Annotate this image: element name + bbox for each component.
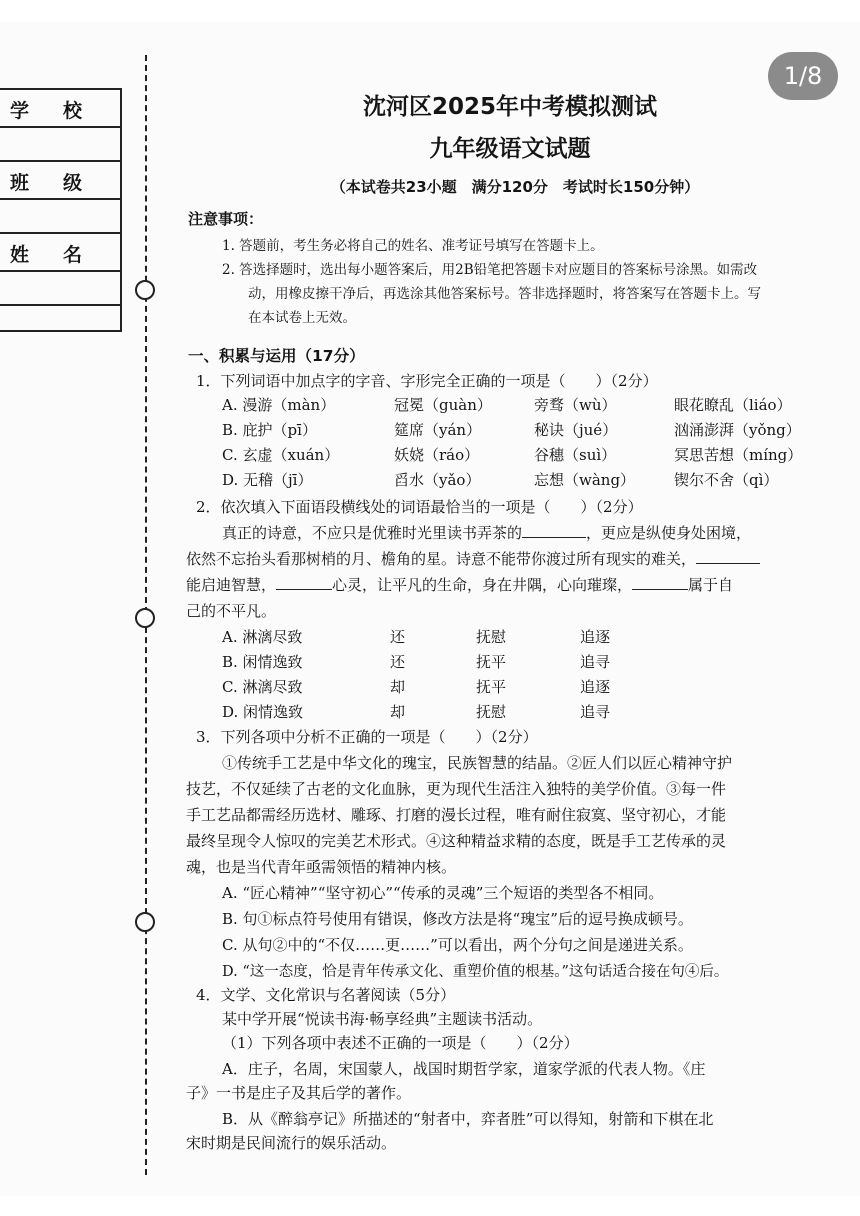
name-field[interactable]: 姓名	[0, 234, 122, 306]
question-3-option-d[interactable]: D. “这一态度，恰是青年传承文化、重塑价值的根基。”这句话适合接在句④后。	[222, 964, 729, 980]
notice-item: 2. 答选择题时，选出每小题答案后，用2B铅笔把答题卡对应题目的答案标号涂黑。如需改	[222, 262, 758, 278]
class-field[interactable]: 班级	[0, 162, 122, 234]
question-2-passage-line: 依然不忘抬头看那树梢的月、檐角的星。诗意不能带你渡过所有现实的难关，	[186, 548, 760, 569]
exam-info: （本试卷共23小题 满分120分 考试时长150分钟）	[330, 178, 700, 196]
notice-item: 在本试卷上无效。	[248, 310, 356, 326]
question-3-option-b[interactable]: B. 句①标点符号使用有错误，修改方法是将“瑰宝”后的逗号换成顿号。	[222, 910, 693, 928]
question-4-option-a-cont: 子》一书是庄子及其后学的著作。	[186, 1084, 412, 1102]
question-3-passage-line: 手工艺品都需经历选材、雕琢、打磨的漫长过程，唯有耐住寂寞、坚守初心，才能	[186, 806, 727, 824]
question-2-passage-line: 能启迪智慧， 心灵，让平凡的生命，身在井隅，心向璀璨， 属于自	[186, 576, 734, 594]
question-4-stem: 4．文学、文化常识与名著阅读（5分）	[196, 986, 456, 1004]
notice-heading: 注意事项：	[188, 210, 264, 228]
question-4-option-a[interactable]: A．庄子，名周，宋国蒙人，战国时期哲学家，道家学派的代表人物。《庄	[222, 1060, 706, 1078]
info-table-end	[0, 306, 122, 332]
question-3-option-a[interactable]: A. “匠心精神”“坚守初心”“传承的灵魂”三个短语的类型各不相同。	[222, 884, 664, 902]
binding-hole-icon	[135, 608, 155, 628]
notice-item: 1. 答题前，考生务必将自己的姓名、准考证号填写在答题卡上。	[222, 238, 604, 254]
section-heading: 一、积累与运用（17分）	[188, 347, 365, 365]
question-2-passage-line: 己的不平凡。	[186, 602, 277, 620]
page-indicator: 1/8	[768, 52, 838, 100]
question-3-passage-line: 魂，也是当代青年亟需领悟的精神内核。	[186, 858, 457, 876]
question-3-passage-line: 最终呈现令人惊叹的完美艺术形式。④这种精益求精的态度，既是手工艺传承的灵	[186, 832, 727, 850]
binding-hole-icon	[135, 280, 155, 300]
binding-hole-icon	[135, 912, 155, 932]
question-1-stem: 1．下列词语中加点字的字音、字形完全正确的一项是（ ）（2分）	[196, 372, 658, 390]
student-info-table	[0, 88, 122, 332]
notice-item: 动，用橡皮擦干净后，再选涂其他答案标号。答非选择题时，将答案写在答题卡上。写	[248, 286, 761, 302]
school-field[interactable]: 学校	[0, 90, 122, 162]
question-3-passage-line: 技艺，不仅延续了古老的文化血脉，更为现代生活注入独特的美学价值。③每一件	[186, 780, 727, 798]
question-4-option-b[interactable]: B．从《醉翁亭记》所描述的“射者中，弈者胜”可以得知，射箭和下棋在北	[222, 1110, 714, 1128]
question-2-stem: 2．依次填入下面语段横线处的词语最恰当的一项是（ ）（2分）	[196, 498, 643, 516]
exam-subtitle: 九年级语文试题	[429, 136, 591, 162]
question-3-stem: 3．下列各项中分析不正确的一项是（ ）（2分）	[196, 728, 538, 746]
question-4-option-b-cont: 宋时期是民间流行的娱乐活动。	[186, 1134, 397, 1152]
question-4-sub1-stem: （1）下列各项中表述不正确的一项是（ ）（2分）	[222, 1034, 579, 1052]
question-3-option-c[interactable]: C. 从句②中的“不仅……更……”可以看出，两个分句之间是递进关系。	[222, 936, 693, 954]
question-2-passage-line: 真正的诗意，不应只是优雅时光里读书弄茶的 ，更应是纵使身处困境，	[222, 524, 752, 542]
question-4-intro: 某中学开展“悦读书海·畅享经典”主题读书活动。	[222, 1010, 543, 1028]
question-3-passage-line: ①传统手工艺是中华文化的瑰宝，民族智慧的结晶。②匠人们以匠心精神守护	[222, 754, 733, 772]
exam-title: 沈河区2025年中考模拟测试	[362, 94, 657, 120]
